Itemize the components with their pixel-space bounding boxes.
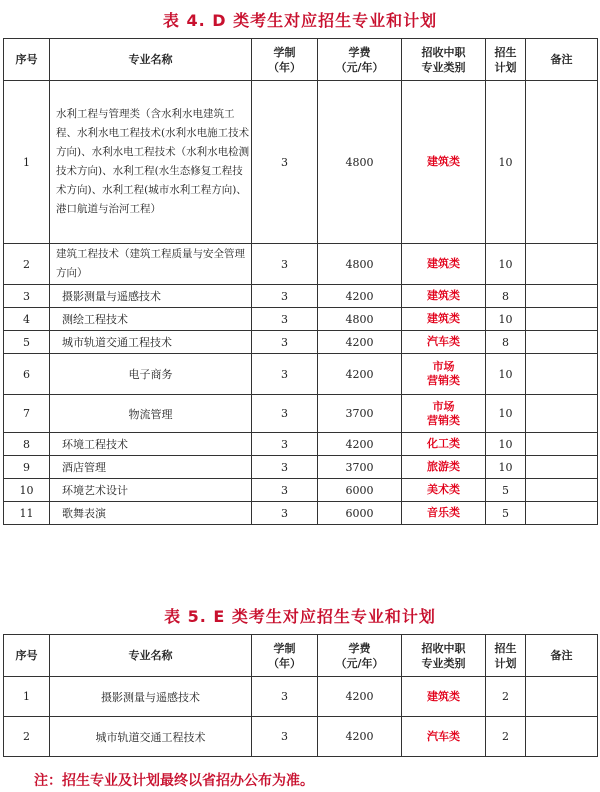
cell-plan: 8 bbox=[486, 285, 526, 308]
cell-no: 3 bbox=[4, 285, 50, 308]
cell-category bbox=[402, 395, 486, 433]
cell-remark bbox=[526, 502, 598, 525]
table-row bbox=[4, 433, 598, 456]
cell-major: 电子商务 bbox=[50, 354, 252, 395]
cell-category: 建筑类 bbox=[402, 285, 486, 308]
cell-major: 摄影测量与遥感技术 bbox=[50, 677, 252, 717]
cell-years: 3 bbox=[252, 308, 318, 331]
cell-no: 2 bbox=[4, 717, 50, 757]
cell-no: 4 bbox=[4, 308, 50, 331]
cell-major: 测绘工程技术 bbox=[50, 308, 252, 331]
cell-major: 城市轨道交通工程技术 bbox=[50, 717, 252, 757]
header-plan-line2: 计划 bbox=[494, 60, 517, 74]
cell-fee: 4200 bbox=[318, 354, 402, 395]
cell-major: 环境工程技术 bbox=[50, 433, 252, 456]
cell-years: 3 bbox=[252, 717, 318, 757]
cell-no: 5 bbox=[4, 331, 50, 354]
cell-remark bbox=[526, 331, 598, 354]
cell-remark bbox=[526, 456, 598, 479]
header-fee-line2: （元/年） bbox=[335, 656, 384, 670]
table-row bbox=[4, 456, 598, 479]
header-no: 序号 bbox=[4, 39, 50, 81]
footnote: 注：招生专业及计划最终以省招办公布为准。 bbox=[34, 773, 314, 789]
cell-fee: 6000 bbox=[318, 479, 402, 502]
cell-plan: 5 bbox=[486, 479, 526, 502]
cell-category: 建筑类 bbox=[402, 244, 486, 285]
cell-fee: 4200 bbox=[318, 717, 402, 757]
header-years-line1: 学制 bbox=[273, 641, 296, 655]
table-row bbox=[4, 354, 598, 395]
table-row bbox=[4, 479, 598, 502]
cell-major: 城市轨道交通工程技术 bbox=[50, 331, 252, 354]
cell-plan: 5 bbox=[486, 502, 526, 525]
header-years-line2: （年） bbox=[268, 60, 301, 74]
cell-remark bbox=[526, 244, 598, 285]
header-fee-line1: 学费 bbox=[348, 641, 371, 655]
table-row bbox=[4, 308, 598, 331]
header-category-line2: 专业类别 bbox=[421, 656, 466, 670]
header-category-line1: 招收中职 bbox=[421, 641, 466, 655]
table5 bbox=[3, 634, 598, 757]
cell-plan: 10 bbox=[486, 81, 526, 244]
cell-category: 音乐类 bbox=[402, 502, 486, 525]
cell-remark bbox=[526, 354, 598, 395]
header-fee bbox=[318, 39, 402, 81]
cell-fee: 4200 bbox=[318, 433, 402, 456]
header-major: 专业名称 bbox=[50, 39, 252, 81]
cell-no: 10 bbox=[4, 479, 50, 502]
cell-remark bbox=[526, 395, 598, 433]
header-major: 专业名称 bbox=[50, 635, 252, 677]
cell-years: 3 bbox=[252, 331, 318, 354]
header-plan bbox=[486, 635, 526, 677]
cell-plan: 10 bbox=[486, 354, 526, 395]
cell-plan: 8 bbox=[486, 331, 526, 354]
cell-no: 1 bbox=[4, 677, 50, 717]
header-category bbox=[402, 635, 486, 677]
cell-years: 3 bbox=[252, 433, 318, 456]
table-row bbox=[4, 331, 598, 354]
cell-plan: 10 bbox=[486, 395, 526, 433]
cell-years: 3 bbox=[252, 354, 318, 395]
table4-title: 表 4. D 类考生对应招生专业和计划 bbox=[162, 11, 438, 30]
cell-fee: 4200 bbox=[318, 677, 402, 717]
table-row bbox=[4, 717, 598, 757]
table-row bbox=[4, 285, 598, 308]
table-row bbox=[4, 677, 598, 717]
cell-no: 1 bbox=[4, 81, 50, 244]
cell-remark bbox=[526, 677, 598, 717]
cell-years: 3 bbox=[252, 395, 318, 433]
cell-category: 汽车类 bbox=[402, 717, 486, 757]
table-row bbox=[4, 81, 598, 244]
cell-major: 物流管理 bbox=[50, 395, 252, 433]
header-years bbox=[252, 39, 318, 81]
header-plan-line1: 招生 bbox=[494, 641, 517, 655]
cell-fee: 3700 bbox=[318, 456, 402, 479]
cell-category: 汽车类 bbox=[402, 331, 486, 354]
table5-title: 表 5. E 类考生对应招生专业和计划 bbox=[164, 607, 436, 626]
cell-years: 3 bbox=[252, 81, 318, 244]
table-row bbox=[4, 395, 598, 433]
cell-remark bbox=[526, 717, 598, 757]
cell-plan: 2 bbox=[486, 677, 526, 717]
table-row bbox=[4, 502, 598, 525]
cell-plan: 10 bbox=[486, 456, 526, 479]
header-category-line1: 招收中职 bbox=[421, 45, 466, 59]
header-category-line2: 专业类别 bbox=[421, 60, 466, 74]
cell-no: 11 bbox=[4, 502, 50, 525]
header-category bbox=[402, 39, 486, 81]
cell-category-line2: 营销类 bbox=[427, 374, 460, 387]
cell-remark bbox=[526, 479, 598, 502]
header-plan bbox=[486, 39, 526, 81]
cell-major: 歌舞表演 bbox=[50, 502, 252, 525]
cell-fee: 4800 bbox=[318, 308, 402, 331]
header-plan-line2: 计划 bbox=[494, 656, 517, 670]
header-no: 序号 bbox=[4, 635, 50, 677]
cell-years: 3 bbox=[252, 244, 318, 285]
cell-fee: 4800 bbox=[318, 244, 402, 285]
cell-fee: 4200 bbox=[318, 285, 402, 308]
cell-remark bbox=[526, 308, 598, 331]
cell-remark bbox=[526, 285, 598, 308]
cell-category: 旅游类 bbox=[402, 456, 486, 479]
header-plan-line1: 招生 bbox=[494, 45, 517, 59]
header-fee-line2: （元/年） bbox=[335, 60, 384, 74]
cell-category: 建筑类 bbox=[402, 677, 486, 717]
cell-major: 酒店管理 bbox=[50, 456, 252, 479]
cell-category: 建筑类 bbox=[402, 81, 486, 244]
header-remark: 备注 bbox=[526, 635, 598, 677]
cell-remark bbox=[526, 81, 598, 244]
header-years bbox=[252, 635, 318, 677]
header-remark: 备注 bbox=[526, 39, 598, 81]
cell-category-line2: 营销类 bbox=[427, 413, 460, 427]
table4 bbox=[3, 38, 598, 525]
cell-plan: 2 bbox=[486, 717, 526, 757]
cell-category-line1: 市场 bbox=[432, 360, 455, 373]
cell-category: 建筑类 bbox=[402, 308, 486, 331]
cell-category-line1: 市场 bbox=[432, 399, 455, 413]
header-fee-line1: 学费 bbox=[348, 45, 371, 59]
cell-years: 3 bbox=[252, 677, 318, 717]
header-years-line2: （年） bbox=[268, 656, 301, 670]
cell-category: 美术类 bbox=[402, 479, 486, 502]
cell-years: 3 bbox=[252, 456, 318, 479]
cell-fee: 6000 bbox=[318, 502, 402, 525]
cell-remark bbox=[526, 433, 598, 456]
cell-major: 水利工程与管理类（含水利水电建筑工程、水利水电工程技术(水利水电施工技术方向)、水利水电工程技术（水利水电检测技术方向)、水利工程(水生态修复工程技术方向)、水利工程(城市水利工程方向)、港口航道与治河工程） bbox=[50, 81, 252, 244]
cell-years: 3 bbox=[252, 502, 318, 525]
cell-years: 3 bbox=[252, 479, 318, 502]
cell-years: 3 bbox=[252, 285, 318, 308]
table-row bbox=[4, 244, 598, 285]
header-fee bbox=[318, 635, 402, 677]
table5-header-row bbox=[4, 635, 598, 677]
cell-plan: 10 bbox=[486, 244, 526, 285]
cell-major: 摄影测量与遥感技术 bbox=[50, 285, 252, 308]
table4-header-row bbox=[4, 39, 598, 81]
cell-plan: 10 bbox=[486, 308, 526, 331]
cell-plan: 10 bbox=[486, 433, 526, 456]
cell-major: 建筑工程技术（建筑工程质量与安全管理方向） bbox=[50, 244, 252, 285]
cell-category bbox=[402, 354, 486, 395]
cell-no: 2 bbox=[4, 244, 50, 285]
cell-major: 环境艺术设计 bbox=[50, 479, 252, 502]
cell-category: 化工类 bbox=[402, 433, 486, 456]
cell-fee: 4200 bbox=[318, 331, 402, 354]
cell-no: 7 bbox=[4, 395, 50, 433]
cell-no: 6 bbox=[4, 354, 50, 395]
cell-fee: 4800 bbox=[318, 81, 402, 244]
cell-no: 9 bbox=[4, 456, 50, 479]
cell-no: 8 bbox=[4, 433, 50, 456]
header-years-line1: 学制 bbox=[273, 45, 296, 59]
cell-fee: 3700 bbox=[318, 395, 402, 433]
